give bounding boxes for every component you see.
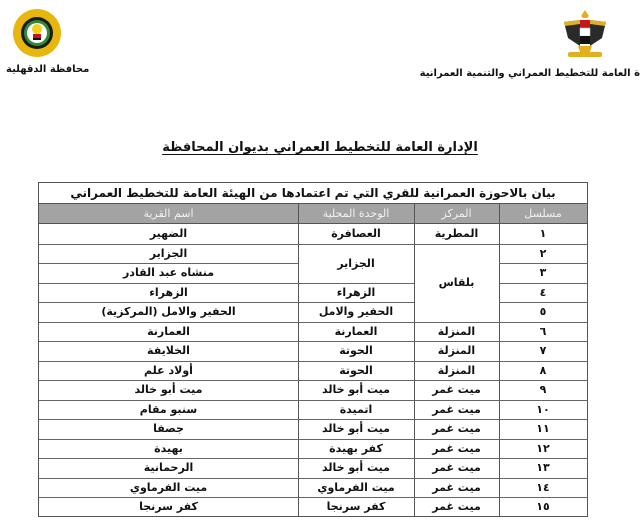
cell-serial: ١ — [539, 227, 547, 241]
column-header-center: المركز — [441, 207, 472, 220]
cell-center: ميت غمر — [432, 402, 481, 416]
cell-local-unit: اتميدة — [339, 402, 373, 416]
cell-local-unit: الحوتة — [339, 344, 373, 358]
cell-serial: ١٣ — [536, 461, 550, 475]
cell-local-unit: الزهراء — [336, 285, 376, 299]
cell-village: الرحمانية — [143, 461, 194, 475]
cell-serial: ٤ — [539, 285, 547, 299]
cell-serial: ١٠ — [536, 402, 550, 416]
cell-local-unit: العمارنة — [334, 324, 378, 338]
column-header-local-unit: الوحدة المحلية — [322, 207, 390, 220]
table-grid — [39, 204, 587, 516]
cell-village: كفر سرنجا — [139, 500, 198, 514]
cell-village: جصفا — [153, 422, 184, 436]
cell-serial: ٥ — [539, 305, 547, 319]
column-header-village: اسم القرية — [143, 207, 194, 220]
cell-village: ميت أبو خالد — [134, 383, 203, 397]
cell-village: ميت الفرماوي — [129, 480, 208, 494]
cell-village: أولاد علم — [144, 363, 193, 377]
cell-serial: ٢ — [539, 246, 547, 260]
cell-center: المطرية — [434, 227, 479, 241]
cell-center-merged: بلقاس — [438, 276, 475, 289]
governorate-emblem-icon — [12, 8, 62, 58]
cell-local-unit: الحفير والامل — [318, 305, 394, 319]
cell-local-unit: ميت أبو خالد — [322, 461, 390, 475]
cell-local-unit: ميت أبو خالد — [322, 383, 390, 397]
eagle-emblem-icon — [560, 8, 610, 60]
cell-center: ميت غمر — [432, 480, 481, 494]
table-caption: بيان بالاحوزة العمرانية للقري التي تم اعتمادها من الهيئة العامة للتخطيط العمراني — [39, 183, 587, 204]
cell-local-unit: كفر سرنجا — [326, 500, 386, 514]
cell-center: ميت غمر — [432, 422, 481, 436]
villages-table — [38, 182, 588, 517]
governorate-name: محافظة الدقهلية — [6, 64, 90, 75]
cell-center: المنزلة — [437, 344, 476, 358]
cell-serial: ١١ — [536, 422, 550, 436]
cell-village: الضهير — [149, 227, 188, 241]
cell-village: بهيدة — [154, 441, 183, 455]
cell-serial: ١٢ — [536, 441, 550, 455]
cell-serial: ٩ — [539, 383, 547, 397]
cell-village: الحفير والامل (المركزية) — [101, 305, 236, 319]
cell-village: منشاه عبد القادر — [122, 266, 215, 280]
agency-name-text: ة العامة للتخطيط العمراني والتنمية العمرانية — [419, 68, 640, 79]
cell-local-unit: كفر بهيدة — [329, 441, 383, 455]
cell-serial: ١٥ — [536, 500, 550, 514]
dakahlia-governorate-logo — [12, 8, 62, 58]
column-header-serial: مسلسل — [524, 207, 562, 220]
cell-center: المنزلة — [437, 363, 476, 377]
cell-center: ميت غمر — [432, 441, 481, 455]
cell-serial: ٣ — [539, 266, 547, 280]
cell-serial: ٨ — [539, 363, 547, 377]
cell-local-unit: ميت أبو خالد — [322, 422, 390, 436]
cell-center: ميت غمر — [432, 500, 481, 514]
page-title-text: الإدارة العامة للتخطيط العمراني بديوان المحافظة — [162, 140, 478, 155]
cell-serial: ٧ — [539, 344, 547, 358]
cell-village: الزهراء — [149, 285, 188, 299]
cell-village: الخلايفة — [147, 344, 190, 358]
cell-local-unit: الحوتة — [339, 363, 373, 377]
cell-serial: ٦ — [539, 324, 547, 338]
cell-local-unit-merged: الجزاير — [337, 256, 375, 270]
cell-center: ميت غمر — [432, 383, 481, 397]
cell-village: سنبو مقام — [139, 402, 198, 416]
cell-local-unit: العصافرة — [331, 227, 381, 241]
cell-village: العمارنة — [147, 324, 190, 338]
cell-center: المنزلة — [437, 324, 476, 338]
cell-serial: ١٤ — [536, 480, 550, 494]
page-title — [0, 140, 640, 155]
cell-village: الجزاير — [149, 246, 188, 260]
cell-center: ميت غمر — [432, 461, 481, 475]
egypt-eagle-emblem — [560, 8, 610, 60]
table-header-row — [39, 204, 587, 224]
cell-local-unit: ميت الفرماوي — [317, 480, 395, 494]
agency-name — [419, 68, 640, 79]
